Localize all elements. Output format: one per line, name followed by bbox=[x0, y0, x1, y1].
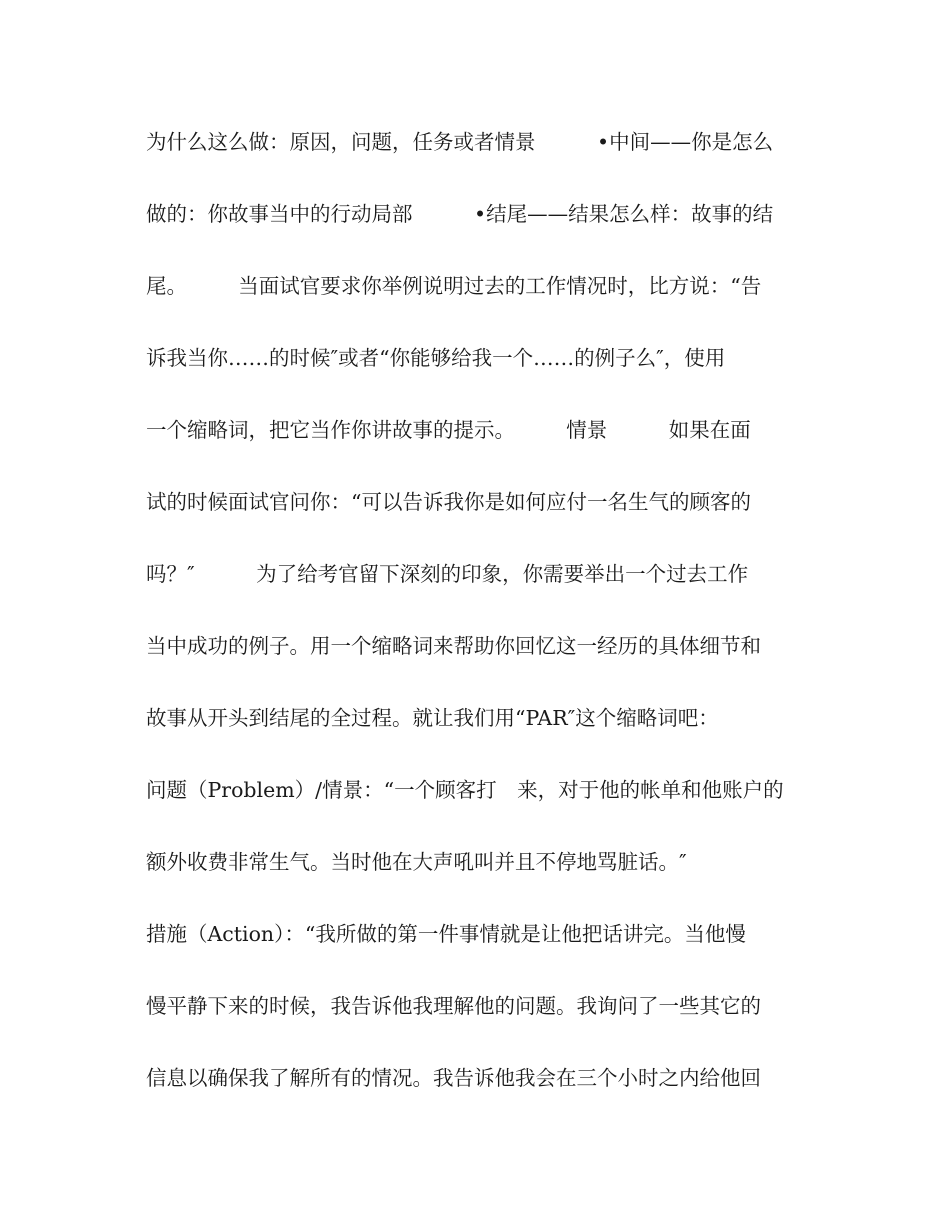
text-line: 为什么这么做：原因，问题，任务或者情景 •中间——你是怎么 bbox=[146, 130, 774, 154]
text-line: 信息以确保我了解所有的情况。我告诉他我会在三个小时之内给他回 bbox=[146, 1066, 761, 1090]
text-line: 故事从开头到结尾的全过程。就让我们用“PAR″这个缩略词吧： bbox=[146, 706, 719, 730]
text-line: 尾。 当面试官要求你举例说明过去的工作情况时，比方说：“告 bbox=[146, 274, 762, 298]
text-line: 诉我当你……的时候″或者“你能够给我一个……的例子么″，使用 bbox=[146, 346, 726, 370]
text-line: 当中成功的例子。用一个缩略词来帮助你回忆这一经历的具体细节和 bbox=[146, 634, 761, 658]
text-line: 试的时候面试官问你：“可以告诉我你是如何应付一名生气的顾客的 bbox=[146, 490, 751, 514]
text-line: 慢平静下来的时候，我告诉他我理解他的问题。我询问了一些其它的 bbox=[146, 994, 761, 1018]
text-line: 措施（Action）：“我所做的第一件事情就是让他把话讲完。当他慢 bbox=[146, 922, 746, 946]
text-line: 问题（Problem）/情景：“一个顾客打 来，对于他的帐单和他账户的 bbox=[146, 778, 784, 802]
text-line: 一个缩略词，把它当作你讲故事的提示。 情景 如果在面 bbox=[146, 418, 751, 442]
text-line: 额外收费非常生气。当时他在大声吼叫并且不停地骂脏话。″ bbox=[146, 850, 687, 874]
text-line: 吗？″ 为了给考官留下深刻的印象，你需要举出一个过去工作 bbox=[146, 562, 749, 586]
text-line: 做的：你故事当中的行动局部 •结尾——结果怎么样：故事的结 bbox=[146, 202, 774, 226]
